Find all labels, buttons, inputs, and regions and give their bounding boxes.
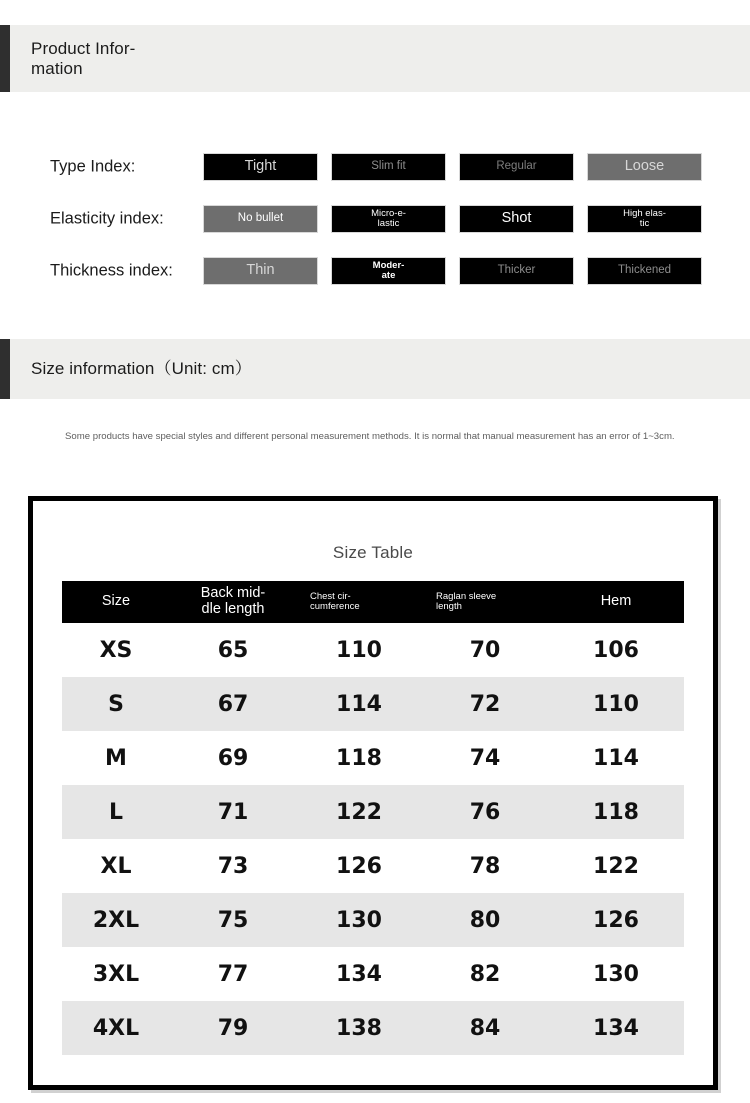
size-table-column-header: Hem [600, 593, 632, 610]
table-cell: 73 [217, 853, 249, 879]
size-table-frame [28, 496, 718, 1090]
size-information-header [0, 339, 750, 399]
index-option-pill[interactable] [203, 205, 318, 233]
index-option-label: Shot [501, 210, 532, 227]
index-option-pill[interactable] [203, 257, 318, 285]
table-cell: XS [99, 637, 133, 663]
size-table-column-header: Raglan sleeve length [436, 590, 497, 612]
index-option-pill[interactable] [587, 153, 702, 181]
table-cell: 71 [170, 785, 296, 839]
size-table-caption: Size Table [332, 543, 414, 562]
table-cell: 78 [469, 853, 501, 879]
table-cell: 114 [593, 745, 639, 771]
index-option-pill[interactable] [587, 205, 702, 233]
table-row [62, 839, 684, 893]
index-option-label: Tight [244, 158, 277, 175]
index-row-label: Thickness index: [50, 261, 173, 280]
index-option-label: Slim fit [371, 160, 406, 173]
table-row [62, 677, 684, 731]
table-cell: 126 [548, 893, 684, 947]
header-accent-bar [0, 339, 10, 399]
table-cell: 79 [170, 1001, 296, 1055]
table-cell: 118 [548, 785, 684, 839]
table-cell: 74 [469, 745, 501, 771]
table-cell: 118 [336, 745, 382, 771]
index-option-pill[interactable] [459, 257, 574, 285]
table-cell: 2XL [62, 893, 170, 947]
index-row-label: Type Index: [50, 157, 136, 176]
index-option-pill[interactable] [459, 153, 574, 181]
index-option-pill[interactable] [587, 257, 702, 285]
table-row [62, 623, 684, 677]
index-row [0, 141, 750, 193]
size-table-header-row [62, 581, 684, 623]
table-row [62, 785, 684, 839]
table-cell: 80 [422, 893, 548, 947]
table-cell: XL [100, 853, 132, 879]
size-table-head [62, 581, 684, 623]
table-cell: 126 [336, 853, 382, 879]
table-cell: M [105, 745, 127, 771]
index-option-pill[interactable] [331, 257, 446, 285]
table-cell: S [62, 677, 170, 731]
table-cell: 134 [548, 1001, 684, 1055]
size-table-body [62, 623, 684, 1055]
table-cell: 75 [170, 893, 296, 947]
table-cell: 122 [593, 853, 639, 879]
table-cell: 69 [217, 745, 249, 771]
table-row [62, 1001, 684, 1055]
table-cell: L [62, 785, 170, 839]
table-cell: 130 [593, 961, 639, 987]
table-cell: 4XL [62, 1001, 170, 1055]
index-option-label: Micro-e- lastic [371, 208, 406, 229]
header-accent-bar [0, 25, 10, 92]
table-cell: 67 [170, 677, 296, 731]
table-cell: 3XL [92, 961, 140, 987]
product-information-title: Product Infor- mation [31, 38, 136, 78]
table-cell: 76 [422, 785, 548, 839]
index-option-pill[interactable] [203, 153, 318, 181]
product-index-rows [0, 141, 750, 297]
index-row [0, 193, 750, 245]
index-row [0, 245, 750, 297]
table-row [62, 893, 684, 947]
table-cell: 106 [593, 637, 639, 663]
table-cell: 110 [336, 637, 382, 663]
index-option-label: Loose [624, 158, 665, 175]
table-cell: 134 [336, 961, 382, 987]
table-cell: 70 [469, 637, 501, 663]
index-option-label: Thicker [497, 264, 536, 277]
size-table [62, 581, 684, 1055]
table-cell: 130 [296, 893, 422, 947]
index-option-pill[interactable] [459, 205, 574, 233]
table-row [62, 731, 684, 785]
size-information-title: Size information（Unit: cm） [31, 359, 252, 379]
table-cell: 82 [469, 961, 501, 987]
size-table-column-header: Chest cir- cumference [310, 590, 360, 612]
size-table-column-header: Size [101, 593, 131, 610]
index-option-pill[interactable] [331, 205, 446, 233]
table-cell: 138 [296, 1001, 422, 1055]
table-cell: 72 [422, 677, 548, 731]
size-table-column-header: Back mid- dle length [200, 585, 266, 617]
table-row [62, 947, 684, 1001]
table-cell: 77 [217, 961, 249, 987]
measurement-disclaimer: Some products have special styles and different personal measurement methods. It is normal that manual measurement has an error of 1~3cm. [65, 431, 675, 442]
index-option-label: Moder- ate [372, 260, 405, 281]
product-information-header [0, 25, 750, 92]
index-option-label: No bullet [237, 212, 284, 225]
table-cell: 110 [548, 677, 684, 731]
table-cell: 114 [296, 677, 422, 731]
index-option-label: Thin [246, 262, 275, 279]
index-option-label: Thickened [617, 264, 672, 277]
index-row-label: Elasticity index: [50, 209, 164, 228]
index-option-label: High elas- tic [623, 208, 666, 229]
table-cell: 65 [217, 637, 249, 663]
index-option-label: Regular [496, 160, 537, 173]
index-option-pill[interactable] [331, 153, 446, 181]
table-cell: 84 [422, 1001, 548, 1055]
table-cell: 122 [296, 785, 422, 839]
